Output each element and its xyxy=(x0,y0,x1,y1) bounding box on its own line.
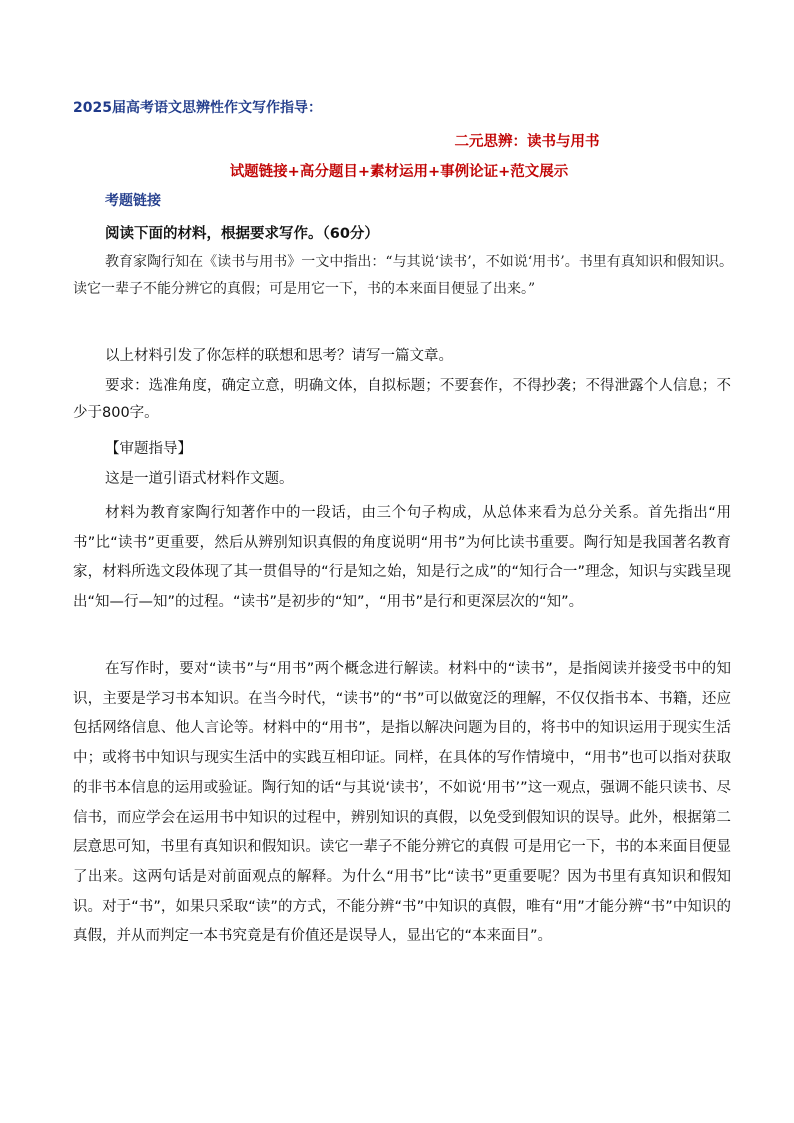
requirement-paragraph: 要求：选准角度，确定立意，明确文体，自拟标题；不要套作，不得抄袭；不得泄露个人信息；不少于800字。 xyxy=(73,378,731,421)
guide-heading: 【审题指导】 xyxy=(105,441,192,457)
guide-paragraph-3: 在写作时，要对“读书”与“用书”两个概念进行解读。材料中的“读书”，是指阅读并接受书中的知识，主要是学习书本知识。在当今时代，“读书”的“书”可以做宽泛的理解，不仅仅指书本、书籍，还应包括网络信息、他人言论等。材料中的“用书”，是指以解决问题为目的，将书中的知识运用于现实生活中；或将书中知识与现实生活中的实践互相印证。同样，在具体的写作情境中，“用书”也可以指对获取的非书本信息的运用或验证。陶行知的话“与其说‘读书’，不如说‘用书’”这一观点，强调不能只读书、尽信书，而应学会在运用书中知识的过程中，辨别知识的真假，以免受到假知识的误导。此外，根据第二层意思可知，书里有真知识和假知识。读它一辈子不能分辨它的真假 可是用它一下，书的本来面目便显了出来。这两句话是对前面观点的解释。为什么“用书”比“读书”更重要呢？因为书里有真知识和假知识。对于“书”，如果只采取“读”的方式，不能分辨“书”中知识的真假，唯有“用”才能分辨“书”中知识的真假，并从而判定一本书究竟是有价值还是误导人，显出它的“本来面目”。 xyxy=(73,661,731,945)
document-subtitle-2: 试题链接+高分题目+素材运用+事例论证+范文展示 xyxy=(229,164,569,180)
material-quote: 教育家陶行知在《读书与用书》一文中指出：“与其说‘读书’，不如说‘用书’。书里有真知识和假知识。读它一辈子不能分辨它的真假；可是用它一下，书的本来面目便显了出来。” xyxy=(73,254,733,297)
document-header-title: 2025届高考语文思辨性作文写作指导： xyxy=(73,100,322,116)
document-subtitle: 二元思辨：读书与用书 xyxy=(454,134,600,150)
guide-paragraph-1: 这是一道引语式材料作文题。 xyxy=(105,471,294,487)
section-heading: 考题链接 xyxy=(105,193,161,209)
guide-paragraph-2: 材料为教育家陶行知著作中的一段话，由三个句子构成，从总体来看为总分关系。首先指出“用书”比“读书”更重要，然后从辨别知识真假的角度说明“用书”为何比读书重要。陶行知是我国著名教育家，材料所选文段体现了其一贯倡导的“行是知之始，知是行之成”的“知行合一”理念，知识与实践呈现出“知—行—知”的过程。“读书”是初步的“知”，“用书”是行和更深层次的“知”。 xyxy=(73,505,731,610)
question-paragraph: 以上材料引发了你怎样的联想和思考？请写一篇文章。 xyxy=(105,348,453,364)
prompt-heading: 阅读下面的材料，根据要求写作。（60分） xyxy=(105,226,379,242)
